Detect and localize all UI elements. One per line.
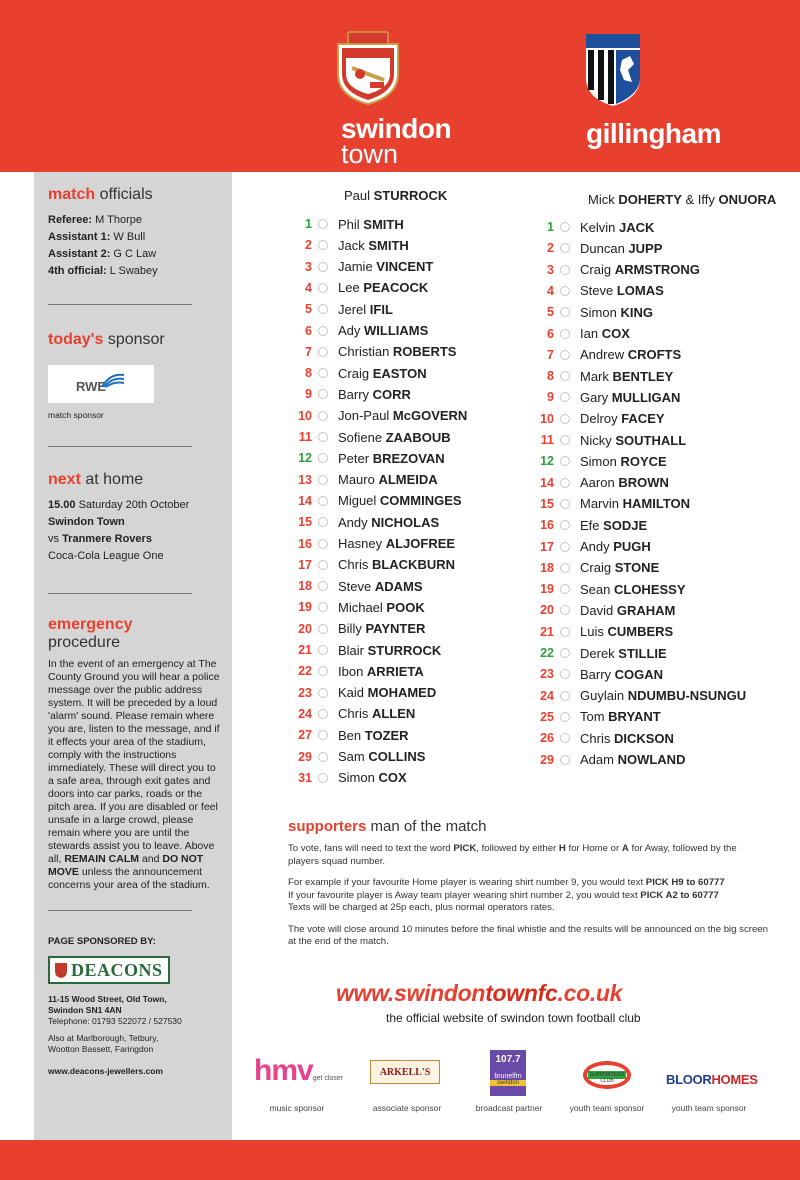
player-name: Chris ALLEN: [338, 706, 416, 722]
sidebar: [34, 172, 232, 1140]
tick-circle-icon[interactable]: [560, 627, 570, 637]
player-name: Blair STURROCK: [338, 642, 442, 658]
tick-circle-icon[interactable]: [318, 475, 328, 485]
home-player-row: [292, 576, 423, 596]
home-player-row: [292, 448, 445, 468]
player-name: Miguel COMMINGES: [338, 493, 462, 509]
player-name: Luis CUMBERS: [580, 624, 674, 640]
tick-circle-icon[interactable]: [318, 389, 328, 399]
motm-heading: supporters man of the match: [288, 818, 487, 835]
player-name: Ady WILLIAMS: [338, 323, 429, 338]
home-team-name: swindon: [341, 113, 452, 144]
away-player-row: [534, 260, 700, 280]
squad-number: 9: [547, 390, 554, 405]
official-assistant-1: Assistant 1: W Bull: [48, 231, 146, 243]
away-player-row: [534, 302, 653, 322]
squad-number: 10: [298, 408, 312, 423]
squad-number: 15: [540, 496, 554, 511]
home-player-row: [292, 427, 451, 447]
home-player-row: [292, 768, 407, 788]
home-player-row: [292, 512, 439, 532]
away-player-row: [534, 366, 673, 386]
away-team-name: gillingham: [586, 118, 721, 149]
sponsor-caption: youth team sponsor: [671, 1103, 747, 1113]
away-player-row: [534, 324, 630, 344]
squad-number: 22: [540, 646, 554, 660]
squad-number: 20: [540, 603, 554, 618]
motm-section: [288, 818, 768, 958]
emergency-heading: emergency procedure: [48, 616, 133, 651]
motm-examples: For example if your favourite Home player is wearing shirt number 9, you would text PICK H9 to 60777 If your favourite player is Away team player wearing shirt number 2, you would text PICK A2 to 60777 Texts will be charged at 25p each, plus normal operators rates.: [288, 877, 725, 913]
player-name: Hasney ALJOFREE: [338, 536, 456, 551]
home-player-row: [292, 235, 409, 255]
squad-number: 22: [298, 664, 312, 679]
tick-circle-icon[interactable]: [318, 602, 328, 612]
gillingham-crest-icon: [586, 34, 640, 106]
motm-closing: The vote will close around 10 minutes before the final whistle and the results will be announced on the big screen at the end of the match.: [288, 923, 768, 947]
player-name: Aaron BROWN: [580, 475, 669, 491]
club-website-tagline: the official website of swindon town football club: [386, 1011, 641, 1025]
player-name: Gary MULLIGAN: [580, 389, 681, 405]
squad-number: 11: [540, 433, 554, 447]
squad-number: 16: [540, 518, 554, 533]
squad-number: 5: [305, 302, 312, 317]
player-name: Tom BRYANT: [580, 709, 661, 725]
player-name: Chris DICKSON: [580, 730, 674, 746]
squad-number: 18: [540, 560, 554, 575]
squad-number: 7: [305, 344, 312, 359]
away-player-row: [534, 622, 673, 642]
player-name: Simon ROYCE: [580, 453, 667, 469]
squad-number: 21: [298, 643, 312, 657]
away-player-row: [534, 664, 663, 684]
squad-number: 2: [305, 238, 312, 253]
squad-number: 3: [305, 259, 312, 274]
squad-number: 18: [298, 579, 312, 594]
home-player-row: [292, 342, 456, 362]
tick-circle-icon[interactable]: [318, 411, 328, 421]
player-name: Guylain NDUMBU-NSUNGU: [580, 688, 747, 704]
tick-circle-icon[interactable]: [560, 435, 570, 445]
away-player-row: [534, 579, 686, 599]
tick-circle-icon[interactable]: [560, 414, 570, 424]
tick-circle-icon[interactable]: [318, 581, 328, 591]
player-name: Jerel IFIL: [338, 301, 393, 317]
header-band: [0, 0, 800, 172]
squad-number: 11: [298, 430, 312, 444]
deacons-phone: Telephone: 01793 522072 / 527530: [48, 1016, 182, 1026]
player-name: Kelvin JACK: [580, 219, 655, 235]
tick-circle-icon[interactable]: [560, 712, 570, 722]
player-name: Nicky SOUTHALL: [580, 432, 687, 448]
squad-number: 8: [305, 366, 312, 381]
player-name: Phil SMITH: [338, 216, 404, 232]
squad-number: 10: [540, 411, 554, 426]
home-player-row: [292, 363, 427, 383]
next-home-heading: next at home: [48, 471, 144, 488]
squad-number: 6: [305, 323, 312, 338]
sponsor-caption: associate sponsor: [372, 1103, 442, 1113]
tick-circle-icon[interactable]: [560, 691, 570, 701]
away-player-row: [534, 643, 667, 663]
home-player-row: [292, 470, 438, 490]
tick-circle-icon[interactable]: [318, 326, 328, 336]
away-player-row: [534, 281, 664, 301]
squad-number: 1: [547, 220, 554, 234]
away-player-row: [534, 728, 674, 748]
tick-circle-icon[interactable]: [560, 265, 570, 275]
tick-circle-icon[interactable]: [318, 688, 328, 698]
player-name: Craig ARMSTRONG: [580, 262, 700, 278]
left-margin: [0, 172, 34, 1140]
away-player-row: [534, 451, 667, 471]
tick-circle-icon[interactable]: [318, 347, 328, 357]
tick-circle-icon[interactable]: [560, 584, 570, 594]
sponsor-caption: youth team sponsor: [569, 1103, 645, 1113]
home-player-row: [292, 704, 415, 724]
away-player-row: [534, 345, 681, 365]
officials-list: [48, 212, 220, 280]
squad-number: 4: [305, 280, 312, 295]
next-match-time: 15.00 Saturday 20th October: [48, 499, 190, 511]
tick-circle-icon[interactable]: [318, 517, 328, 527]
player-name: Barry CORR: [338, 386, 411, 402]
player-name: David GRAHAM: [580, 602, 676, 618]
player-name: Mark BENTLEY: [580, 368, 674, 384]
tick-circle-icon[interactable]: [318, 453, 328, 463]
player-name: Marvin HAMILTON: [580, 496, 691, 512]
supporters-club-logo: SUPPORTERS CLUB: [582, 1060, 632, 1095]
squad-number: 29: [298, 749, 312, 764]
home-player-row: [292, 534, 455, 554]
tick-circle-icon[interactable]: [318, 240, 328, 250]
player-name: Mauro ALMEIDA: [338, 472, 438, 488]
sponsor-caption: match sponsor: [48, 410, 104, 420]
rwe-logo: RWE: [48, 365, 154, 403]
away-player-row: [534, 558, 659, 578]
tick-circle-icon[interactable]: [560, 755, 570, 765]
player-name: Andy NICHOLAS: [338, 514, 440, 530]
home-player-row: [292, 619, 425, 639]
squad-number: 19: [298, 600, 312, 615]
deacons-logo: DEACONS: [48, 956, 170, 984]
player-name: Billy PAYNTER: [338, 621, 426, 637]
tick-circle-icon[interactable]: [560, 329, 570, 339]
squad-number: 24: [298, 706, 312, 721]
officials-heading: match officials: [48, 186, 153, 203]
squad-number: 2: [547, 241, 554, 256]
rwe-wave-icon: [100, 371, 126, 389]
squad-number: 26: [540, 731, 554, 746]
tick-circle-icon[interactable]: [560, 307, 570, 317]
tick-circle-icon[interactable]: [318, 709, 328, 719]
tick-circle-icon[interactable]: [318, 730, 328, 740]
player-name: Andrew CROFTS: [580, 347, 682, 363]
player-name: Sofiene ZAABOUB: [338, 429, 451, 445]
squad-number: 29: [540, 752, 554, 767]
tick-circle-icon[interactable]: [560, 392, 570, 402]
squad-number: 8: [547, 369, 554, 384]
deacons-crest-icon: [54, 961, 68, 979]
away-player-row: [534, 515, 647, 535]
squad-number: 12: [540, 454, 554, 469]
tick-circle-icon[interactable]: [560, 669, 570, 679]
squad-number: 19: [540, 582, 554, 597]
tick-circle-icon[interactable]: [560, 286, 570, 296]
squad-number: 20: [298, 621, 312, 636]
brunelfm-logo: 107.7 brunelfm swindon: [490, 1050, 526, 1096]
squad-number: 14: [540, 475, 554, 490]
sponsor-heading: today's sponsor: [48, 331, 165, 348]
tick-circle-icon[interactable]: [560, 499, 570, 509]
home-player-row: [292, 257, 433, 277]
tick-circle-icon[interactable]: [318, 752, 328, 762]
emergency-text: In the event of an emergency at The County Ground you will hear a police message over the public address system. It will be preceded by a loud 'alarm' sound. Please remain where you are, listen to the message, and if it effects your area of the stadium, comply with the instructions immediately. These will direct you to a safe area, through exit gates and doors into car parks, roads or the pitch area. If you are disabled or feel unsafe in a large crowd, please remain where you are until the stewards assist you to leave. Above all, REMAIN CALM and DO NOT MOVE unless the announcement concerns your area of the stadium.: [48, 658, 220, 891]
tick-circle-icon[interactable]: [560, 520, 570, 530]
home-player-row: [292, 278, 428, 298]
tick-circle-icon[interactable]: [560, 648, 570, 658]
player-name: Jamie VINCENT: [338, 259, 434, 275]
home-player-row: [292, 640, 441, 660]
deacons-website[interactable]: www.deacons-jewellers.com: [48, 1066, 163, 1076]
tick-circle-icon[interactable]: [318, 432, 328, 442]
tick-circle-icon[interactable]: [560, 542, 570, 552]
tick-circle-icon[interactable]: [318, 773, 328, 783]
tick-circle-icon[interactable]: [560, 243, 570, 253]
next-match-home: Swindon Town: [48, 516, 125, 528]
home-player-row: [292, 406, 467, 426]
tick-circle-icon[interactable]: [318, 368, 328, 378]
home-player-row: [292, 597, 425, 617]
player-name: Simon KING: [580, 304, 653, 320]
bloor-homes-logo: BLOORHOMES: [666, 1072, 758, 1087]
player-name: Delroy FACEY: [580, 411, 665, 427]
home-team-sub: town: [341, 139, 399, 169]
next-match-competition: Coca-Cola League One: [48, 550, 164, 562]
home-player-row: [292, 747, 425, 767]
squad-number: 25: [540, 709, 554, 724]
player-name: Ben TOZER: [338, 727, 409, 743]
squad-number: 9: [305, 387, 312, 402]
swindon-town-crest-icon: [334, 30, 402, 106]
player-name: Chris BLACKBURN: [338, 557, 455, 573]
arkells-logo: ARKELL'S: [370, 1060, 440, 1084]
tick-circle-icon[interactable]: [560, 222, 570, 232]
home-player-row: [292, 555, 455, 575]
away-player-row: [534, 409, 665, 429]
player-name: Peter BREZOVAN: [338, 450, 445, 466]
squad-number: 13: [298, 472, 312, 487]
player-name: Sean CLOHESSY: [580, 581, 686, 597]
away-player-row: [534, 473, 669, 493]
official-assistant-2: Assistant 2: G C Law: [48, 248, 157, 260]
squad-number: 15: [298, 515, 312, 530]
squad-number: 1: [305, 217, 312, 231]
player-name: Lee PEACOCK: [338, 280, 429, 296]
tick-circle-icon[interactable]: [318, 539, 328, 549]
away-player-row: [534, 494, 690, 514]
squad-number: 4: [547, 283, 554, 298]
player-name: Steve ADAMS: [338, 578, 423, 594]
player-name: Adam NOWLAND: [580, 752, 686, 767]
player-name: Christian ROBERTS: [338, 344, 457, 360]
player-name: Simon COX: [338, 770, 407, 786]
tick-circle-icon[interactable]: [318, 262, 328, 272]
away-player-row: [534, 430, 686, 450]
squad-number: 14: [298, 493, 312, 508]
sponsor-caption: music sponsor: [269, 1103, 325, 1113]
tick-circle-icon[interactable]: [318, 283, 328, 293]
club-website-link[interactable]: www.swindontownfc.co.uk: [336, 980, 623, 1006]
squad-number: 12: [298, 451, 312, 466]
tick-circle-icon[interactable]: [560, 605, 570, 615]
home-player-row: [292, 214, 404, 234]
away-player-row: [534, 537, 651, 557]
squad-number: 23: [540, 667, 554, 682]
squad-number: 7: [547, 347, 554, 362]
squad-number: 23: [298, 685, 312, 700]
home-player-row: [292, 661, 424, 681]
tick-circle-icon[interactable]: [560, 456, 570, 466]
home-player-row: [292, 725, 409, 745]
official-fourth: 4th official: L Swabey: [48, 265, 158, 277]
away-player-row: [534, 387, 680, 407]
player-name: Craig STONE: [580, 560, 660, 576]
away-player-row: [534, 217, 654, 237]
tick-circle-icon[interactable]: [318, 496, 328, 506]
player-name: Ian COX: [580, 326, 630, 341]
squad-number: 3: [547, 262, 554, 277]
tick-circle-icon[interactable]: [560, 371, 570, 381]
home-player-row: [292, 384, 411, 404]
away-player-row: [534, 600, 675, 620]
squad-number: 31: [298, 770, 312, 785]
player-name: Craig EASTON: [338, 365, 427, 381]
player-name: Jack SMITH: [338, 237, 409, 253]
tick-circle-icon[interactable]: [318, 560, 328, 570]
tick-circle-icon[interactable]: [318, 666, 328, 676]
tick-circle-icon[interactable]: [560, 478, 570, 488]
player-name: Efe SODJE: [580, 517, 648, 533]
player-name: Steve LOMAS: [580, 283, 664, 299]
tick-circle-icon[interactable]: [318, 645, 328, 655]
squad-number: 24: [540, 688, 554, 703]
tick-circle-icon[interactable]: [318, 624, 328, 634]
player-name: Kaid MOHAMED: [338, 685, 437, 701]
player-name: Andy PUGH: [580, 539, 651, 554]
tick-circle-icon[interactable]: [560, 350, 570, 360]
page-sponsor-heading: PAGE SPONSORED BY:: [48, 936, 156, 947]
motm-instructions: To vote, fans will need to text the word PICK, followed by either H for Home or A for Away, followed by the players squad number.: [288, 843, 737, 867]
official-referee: Referee: M Thorpe: [48, 214, 142, 226]
squad-number: 27: [298, 728, 312, 743]
home-player-row: [292, 491, 462, 511]
player-name: Duncan JUPP: [580, 240, 663, 256]
home-manager: Paul STURROCK: [344, 188, 448, 203]
tick-circle-icon[interactable]: [318, 304, 328, 314]
hmv-logo: hmvget closer: [254, 1054, 344, 1087]
squad-number: 21: [540, 624, 554, 639]
squad-number: 5: [547, 305, 554, 320]
player-name: Derek STILLIE: [580, 645, 667, 661]
away-player-row: [534, 707, 661, 727]
away-player-row: [534, 750, 685, 770]
home-player-row: [292, 683, 436, 703]
deacons-address: 11-15 Wood Street, Old Town, Swindon SN1 4AN: [48, 994, 167, 1015]
player-name: Ibon ARRIETA: [338, 663, 424, 679]
player-name: Barry COGAN: [580, 666, 664, 682]
home-player-row: [292, 299, 393, 319]
squad-number: 17: [540, 539, 554, 554]
squad-number: 16: [298, 536, 312, 551]
deacons-branches: Also at Marlborough, Tetbury, Wootton Bassett, Faringdon: [48, 1033, 159, 1054]
tick-circle-icon[interactable]: [560, 733, 570, 743]
player-name: Jon-Paul McGOVERN: [338, 408, 468, 424]
home-player-row: [292, 321, 428, 341]
player-name: Sam COLLINS: [338, 749, 426, 764]
away-player-row: [534, 238, 662, 258]
squad-number: 6: [547, 326, 554, 341]
sponsor-caption: broadcast partner: [475, 1103, 543, 1113]
tick-circle-icon[interactable]: [318, 219, 328, 229]
tick-circle-icon[interactable]: [560, 563, 570, 573]
squad-number: 17: [298, 557, 312, 572]
next-match-opponent: vs Tranmere Rovers: [48, 533, 152, 545]
away-manager: Mick DOHERTY & Iffy ONUORA: [588, 192, 777, 207]
away-player-row: [534, 686, 746, 706]
player-name: Michael POOK: [338, 599, 425, 615]
